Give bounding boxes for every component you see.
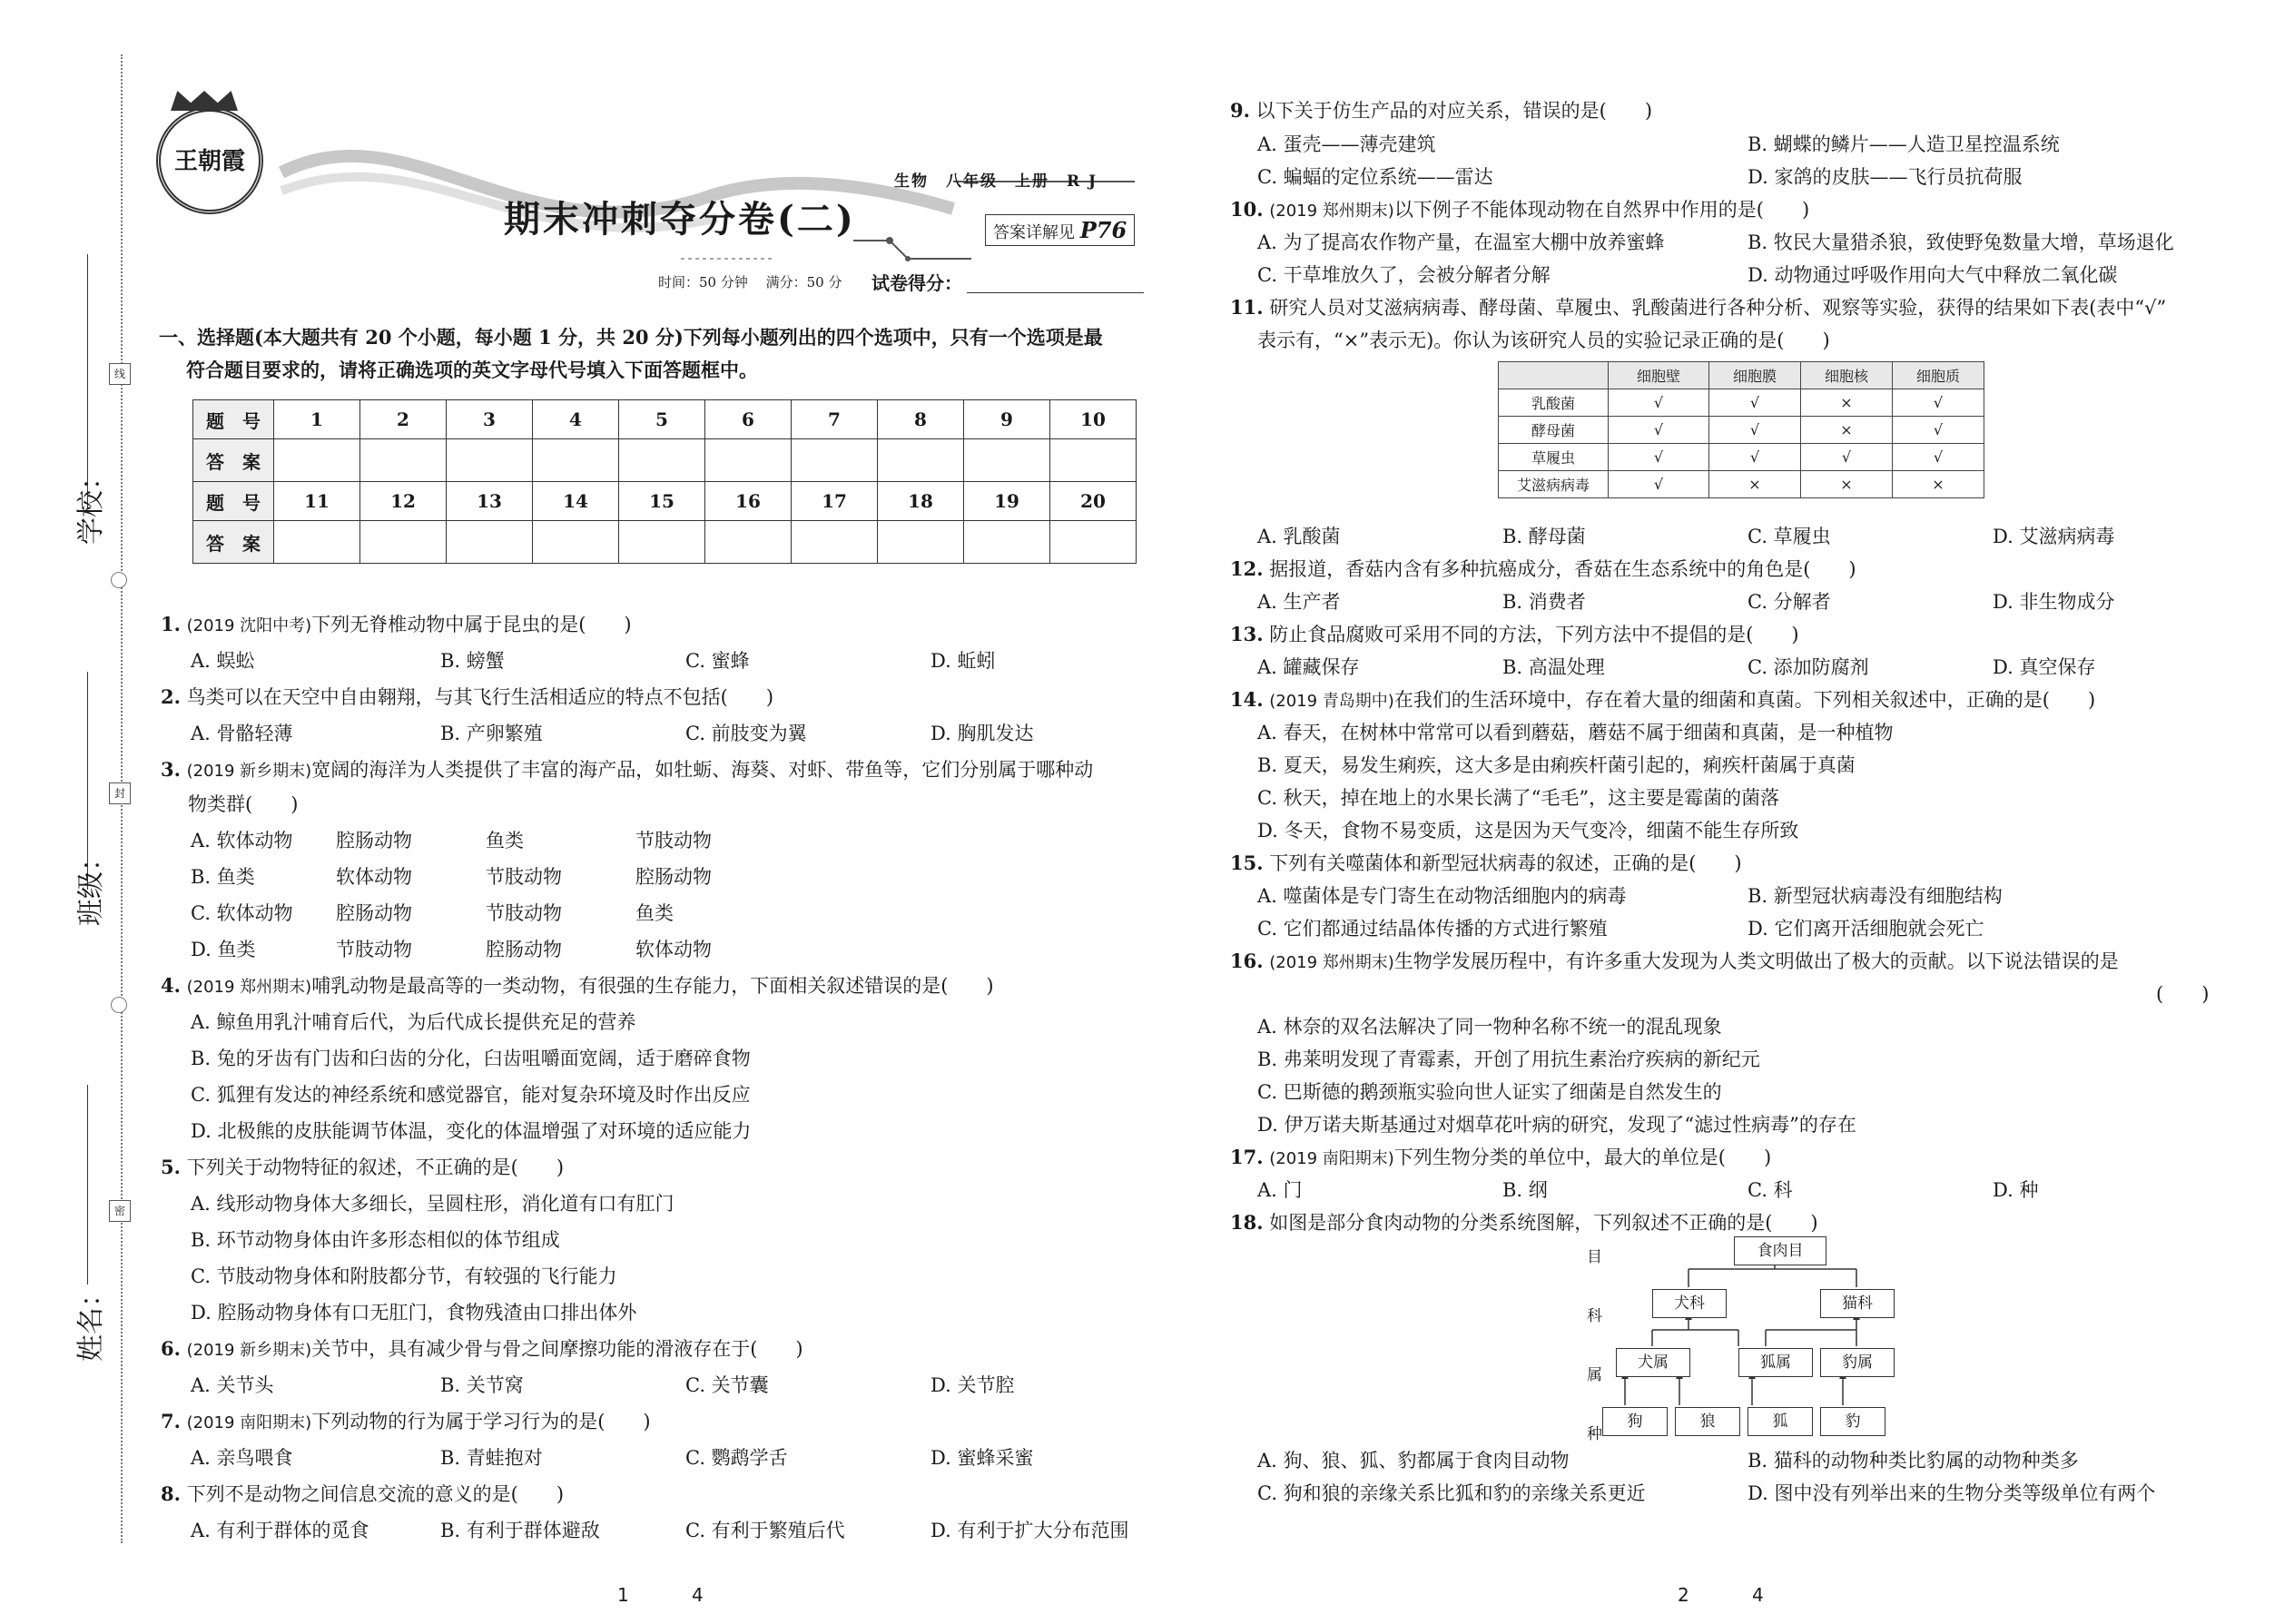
answer-table-num: 15 — [619, 482, 705, 521]
table-header — [1499, 362, 1609, 389]
option[interactable]: D. 北极熊的皮肤能调节体温，变化的体温增强了对环境的适应能力 — [191, 1120, 752, 1142]
section1-line2: 符合题目要求的，请将正确选项的英文字母代号填入下面答题框中。 — [186, 359, 758, 381]
answer-reference — [985, 214, 1135, 246]
page-number-left: 1 — [617, 1584, 629, 1606]
option[interactable]: B. 牧民大量猎杀狼，致使野兔数量大增，草场退化 — [1748, 231, 2174, 253]
answer-cell[interactable] — [878, 439, 964, 482]
option[interactable]: B. 纲 — [1502, 1179, 1548, 1201]
option[interactable]: B. 新型冠状病毒没有细胞结构 — [1748, 885, 2003, 907]
answer-cell[interactable] — [1050, 439, 1137, 482]
option[interactable]: B. 兔的牙齿有门齿和臼齿的分化，臼齿咀嚼面宽阔，适于磨碎食物 — [191, 1048, 751, 1069]
question-text: 鸟类可以在天空中自由翱翔，与其飞行生活相适应的特点不包括( ) — [186, 686, 774, 708]
diagram-genus-box: 犬属 — [1616, 1348, 1690, 1377]
question-number: 8. — [161, 1482, 181, 1505]
option[interactable]: A. 线形动物身体大多细长，呈圆柱形，消化道有口有肛门 — [191, 1193, 674, 1215]
option[interactable]: A. 乳酸菌 — [1257, 526, 1341, 547]
question-number: 5. — [161, 1156, 181, 1178]
seal-mi: 密 — [109, 1200, 131, 1222]
question-number: 11. — [1230, 296, 1264, 319]
question-number: 6. — [161, 1337, 181, 1360]
brand-logo-text: 王朝霞 — [173, 148, 245, 175]
option-part: 鱼类 — [635, 902, 674, 924]
answer-table-num: 7 — [792, 400, 878, 439]
question-number: 9. — [1230, 99, 1250, 122]
question-number: 12. — [1230, 557, 1264, 580]
option[interactable]: D. 图中没有列举出来的生物分类等级单位有两个 — [1748, 1482, 2156, 1504]
diagram-order-box: 食肉目 — [1734, 1236, 1826, 1265]
option[interactable]: A. 噬菌体是专门寄生在动物活细胞内的病毒 — [1257, 885, 1627, 907]
option[interactable]: C. 科 — [1748, 1179, 1793, 1201]
answer-table-num: 4 — [533, 400, 619, 439]
option[interactable]: A. 林奈的双名法解决了同一物种名称不统一的混乱现象 — [1257, 1016, 1722, 1038]
option-part: 软体动物 — [635, 939, 712, 960]
option[interactable]: A. 为了提高农作物产量，在温室大棚中放养蜜蜂 — [1257, 231, 1665, 253]
question-14 — [1230, 687, 2095, 714]
option[interactable]: A. 亲鸟喂食 — [191, 1447, 293, 1469]
diagram-family-box: 犬科 — [1652, 1289, 1727, 1318]
diagram-family-box: 猫科 — [1820, 1289, 1895, 1318]
option-part: 节肢动物 — [336, 939, 412, 960]
answer-table — [192, 399, 1137, 564]
level-label: 属 — [1587, 1366, 1602, 1384]
question-16 — [1230, 949, 2119, 976]
table-cell: √ — [1893, 417, 1984, 444]
subject-tags: 生物 八年级 上册 R J — [894, 172, 1098, 191]
table-cell: √ — [1801, 444, 1893, 471]
option[interactable]: A. 春天，在树林中常常可以看到蘑菇，蘑菇不属于细菌和真菌，是一种植物 — [1257, 722, 1894, 743]
question-18 — [1230, 1210, 1818, 1235]
question-text: 如图是部分食肉动物的分类系统图解，下列叙述不正确的是( ) — [1269, 1212, 1818, 1234]
table-header: 细胞核 — [1801, 362, 1893, 389]
option[interactable]: C. 狐狸有发达的神经系统和感觉器官，能对复杂环境及时作出反应 — [191, 1084, 751, 1106]
question-source: (2019 郑州期末) — [186, 978, 312, 997]
seal-feng: 封 — [109, 782, 131, 804]
answer-table-num: 17 — [792, 482, 878, 521]
answer-table-num: 6 — [705, 400, 792, 439]
question-10 — [1230, 197, 1809, 224]
option[interactable]: D. 非生物成分 — [1993, 591, 2115, 613]
table-cell: 乳酸菌 — [1499, 389, 1609, 417]
answer-cell[interactable] — [792, 521, 878, 564]
question-text: 下列不是动物之间信息交流的意义的是( ) — [186, 1483, 565, 1505]
question-number: 17. — [1230, 1146, 1264, 1168]
seal-xian: 线 — [109, 363, 131, 385]
page-total-right: 4 — [1752, 1584, 1764, 1606]
question-text: 下列动物的行为属于学习行为的是( ) — [311, 1411, 651, 1432]
question-source: (2019 郑州期末) — [1269, 953, 1394, 972]
diagram-genus-box: 狐属 — [1738, 1348, 1813, 1377]
question-number: 7. — [161, 1410, 181, 1432]
answer-cell[interactable] — [705, 521, 792, 564]
diagram-species-box: 狼 — [1675, 1407, 1740, 1436]
option[interactable]: D. 真空保存 — [1993, 656, 2096, 678]
option[interactable]: B. 夏天，易发生痢疾，这大多是由痢疾杆菌引起的，痢疾杆菌属于真菌 — [1257, 754, 1856, 776]
table-cell: √ — [1609, 417, 1709, 444]
question-13 — [1230, 622, 1799, 647]
answer-table-num: 10 — [1050, 400, 1137, 439]
option[interactable]: B. 环节动物身体由许多形态相似的体节组成 — [191, 1229, 560, 1251]
table-cell: √ — [1893, 444, 1984, 471]
answer-table-num: 5 — [619, 400, 705, 439]
answer-cell[interactable] — [533, 439, 619, 482]
question-text: 生物学发展历程中，有许多重大发现为人类文明做出了极大的贡献。以下说法错误的是 — [1393, 950, 2119, 972]
answer-cell[interactable] — [274, 439, 360, 482]
answer-ref-label: 答案详解见 — [993, 223, 1075, 242]
question-number: 1. — [161, 613, 181, 635]
option[interactable]: A. 骨骼轻薄 — [191, 723, 293, 744]
option[interactable]: D. 种 — [1993, 1179, 2039, 1201]
question-text: 防止食品腐败可采用不同的方法，下列方法中不提倡的是( ) — [1269, 624, 1799, 645]
table-cell: √ — [1893, 389, 1984, 417]
question-text: 下列有关噬菌体和新型冠状病毒的叙述，正确的是( ) — [1269, 852, 1742, 874]
option[interactable]: D. 伊万诺夫斯基通过对烟草花叶病的研究，发现了“滤过性病毒”的存在 — [1257, 1114, 1856, 1136]
table-cell: √ — [1709, 417, 1801, 444]
option[interactable]: A. 鲸鱼用乳汁哺育后代，为后代成长提供充足的营养 — [191, 1011, 636, 1033]
question-5 — [161, 1155, 564, 1180]
option[interactable]: C. 它们都通过结晶体传播的方式进行繁殖 — [1257, 918, 1608, 940]
answer-cell[interactable] — [447, 521, 533, 564]
table-cell: × — [1801, 417, 1893, 444]
answer-cell[interactable] — [1050, 521, 1137, 564]
page-total-left: 4 — [692, 1584, 704, 1606]
option[interactable]: A. 门 — [1257, 1179, 1303, 1201]
option[interactable]: B. 鱼类 — [191, 866, 255, 888]
option[interactable]: A. 罐藏保存 — [1257, 656, 1360, 678]
question-number: 2. — [161, 685, 181, 708]
question-9 — [1230, 98, 1652, 123]
table-cell: √ — [1709, 444, 1801, 471]
question-number: 14. — [1230, 688, 1264, 711]
level-label: 种 — [1587, 1425, 1602, 1443]
question-source: (2019 南阳期末) — [1269, 1149, 1394, 1168]
question-source: (2019 青岛期中) — [1269, 692, 1394, 711]
answer-cell[interactable] — [360, 439, 447, 482]
section1-line1: 一、选择题(本大题共有 20 个小题，每小题 1 分，共 20 分)下列每小题列出的四个选项中，只有一个选项是最 — [159, 326, 1103, 349]
option-part: 软体动物 — [336, 866, 412, 888]
table-header: 细胞质 — [1893, 362, 1984, 389]
question-12 — [1230, 556, 1856, 582]
answer-table-num: 9 — [964, 400, 1050, 439]
option[interactable]: C. 秋天，掉在地上的水果长满了“毛毛”，这主要是霉菌的菌落 — [1257, 787, 1780, 809]
question-11 — [1230, 295, 2166, 320]
level-label: 科 — [1587, 1307, 1602, 1325]
answer-cell[interactable] — [705, 439, 792, 482]
option[interactable]: C. 鹦鹉学舌 — [685, 1447, 788, 1469]
answer-table-num-label: 题 号 — [193, 400, 274, 439]
table-cell: 酵母菌 — [1499, 417, 1609, 444]
question-11-cont: 表示有，“×”表示无)。你认为该研究人员的实验记录正确的是( ) — [1257, 330, 1830, 351]
question-text: 下列无脊椎动物中属于昆虫的是( ) — [311, 614, 632, 635]
cell-structure-table — [1498, 361, 1984, 498]
option-part: 腔肠动物 — [486, 939, 562, 960]
table-header: 细胞壁 — [1609, 362, 1709, 389]
option[interactable]: B. 关节窝 — [440, 1374, 524, 1396]
option[interactable]: B. 高温处理 — [1502, 656, 1605, 678]
option[interactable]: D. 它们离开活细胞就会死亡 — [1748, 918, 1984, 940]
question-source: (2019 新乡期末) — [186, 762, 312, 781]
question-17 — [1230, 1145, 1771, 1172]
question-text: 哺乳动物是最高等的一类动物，有很强的生存能力，下面相关叙述错误的是( ) — [311, 975, 994, 997]
answer-table-num: 13 — [447, 482, 533, 521]
option-part: 腔肠动物 — [336, 902, 412, 924]
option[interactable]: D. 艾滋病病毒 — [1993, 526, 2115, 547]
option-part: 鱼类 — [486, 830, 524, 851]
table-cell: 艾滋病病毒 — [1499, 471, 1609, 498]
option[interactable]: C. 干草堆放久了，会被分解者分解 — [1257, 264, 1551, 286]
diagram-species-box: 狐 — [1748, 1407, 1813, 1436]
option-part: 腔肠动物 — [336, 830, 412, 851]
answer-table-ans-label: 答 案 — [193, 439, 274, 482]
question-number: 16. — [1230, 950, 1264, 972]
option[interactable]: A. 关节头 — [191, 1374, 274, 1396]
diagram-genus-box: 豹属 — [1820, 1348, 1895, 1377]
option[interactable]: C. 前肢变为翼 — [685, 723, 807, 744]
exam-meta: 时间：50 分钟 满分：50 分 — [658, 274, 842, 290]
option[interactable]: B. 消费者 — [1502, 591, 1586, 613]
option[interactable]: C. 草履虫 — [1748, 526, 1831, 547]
question-number: 15. — [1230, 851, 1264, 874]
option[interactable]: A. 蛋壳——薄壳建筑 — [1257, 133, 1436, 155]
question-text: 研究人员对艾滋病病毒、酵母菌、草履虫、乳酸菌进行各种分析、观察等实验，获得的结果如下表(表中“√” — [1269, 297, 2167, 319]
question-number: 18. — [1230, 1211, 1264, 1234]
question-source: (2019 郑州期末) — [1269, 202, 1394, 221]
class-label: 班级： — [75, 844, 107, 926]
question-text: 以下关于仿生产品的对应关系，错误的是( ) — [1255, 100, 1653, 122]
answer-cell[interactable] — [619, 521, 705, 564]
option-part: 节肢动物 — [486, 902, 562, 924]
option[interactable]: C. 软体动物 — [191, 902, 293, 924]
diagram-species-box: 豹 — [1820, 1407, 1885, 1436]
option[interactable]: A. 狗、狼、狐、豹都属于食肉目动物 — [1257, 1450, 1570, 1471]
question-7 — [161, 1409, 651, 1436]
question-3-cont: 物类群( ) — [188, 793, 299, 815]
question-8 — [161, 1481, 564, 1507]
option[interactable]: B. 有利于群体避敌 — [440, 1520, 600, 1541]
option-part: 腔肠动物 — [635, 866, 712, 888]
diagram-species-box: 狗 — [1602, 1407, 1668, 1436]
answer-ref-page: P76 — [1079, 217, 1127, 243]
question-text: 关节中，具有减少骨与骨之间摩擦功能的滑液存在于( ) — [311, 1338, 803, 1360]
option[interactable]: C. 分解者 — [1748, 591, 1831, 613]
answer-table-num: 12 — [360, 482, 447, 521]
option[interactable]: A. 软体动物 — [191, 830, 293, 851]
score-label: 试卷得分： — [871, 272, 962, 294]
option[interactable]: C. 巴斯德的鹅颈瓶实验向世人证实了细菌是自然发生的 — [1257, 1081, 1722, 1103]
name-label: 姓名： — [75, 1280, 107, 1362]
answer-table-num: 16 — [705, 482, 792, 521]
question-source: (2019 沈阳中考) — [186, 616, 312, 635]
question-number: 13. — [1230, 623, 1264, 645]
answer-table-num: 11 — [274, 482, 360, 521]
option[interactable]: D. 有利于扩大分布范围 — [930, 1520, 1129, 1541]
table-cell: √ — [1609, 471, 1709, 498]
option[interactable]: C. 蜜蜂 — [685, 650, 750, 672]
seal-circle-1 — [111, 572, 127, 588]
answer-cell[interactable] — [792, 439, 878, 482]
score-field[interactable] — [967, 292, 1144, 293]
answer-cell[interactable] — [360, 521, 447, 564]
option[interactable]: D. 鱼类 — [191, 939, 256, 960]
option[interactable]: C. 狗和狼的亲缘关系比狐和豹的亲缘关系更近 — [1257, 1482, 1646, 1504]
table-cell: × — [1801, 389, 1893, 417]
question-4 — [161, 973, 994, 1000]
option[interactable]: A. 有利于群体的觅食 — [191, 1520, 369, 1541]
option[interactable]: C. 节肢动物身体和附肢都分节，有较强的飞行能力 — [191, 1265, 617, 1287]
answer-cell[interactable] — [964, 439, 1050, 482]
question-text: 以下例子不能体现动物在自然界中作用的是( ) — [1393, 199, 1810, 221]
answer-table-num: 3 — [447, 400, 533, 439]
answer-table-num: 20 — [1050, 482, 1137, 521]
question-3 — [161, 757, 1093, 784]
option[interactable]: D. 蜜蜂采蜜 — [930, 1447, 1034, 1469]
option[interactable]: B. 酵母菌 — [1502, 526, 1586, 547]
option[interactable]: C. 添加防腐剂 — [1748, 656, 1869, 678]
question-text: 下列生物分类的单位中，最大的单位是( ) — [1393, 1147, 1772, 1168]
answer-table-num: 2 — [360, 400, 447, 439]
question-number: 3. — [161, 758, 181, 781]
question-text: 宽阔的海洋为人类提供了丰富的海产品，如牡蛎、海葵、对虾、带鱼等，它们分别属于哪种动 — [311, 759, 1094, 781]
question-2 — [161, 684, 773, 710]
answer-table-num: 8 — [878, 400, 964, 439]
question-6 — [161, 1336, 803, 1363]
answer-cell[interactable] — [533, 521, 619, 564]
table-cell: × — [1801, 471, 1893, 498]
answer-cell[interactable] — [878, 521, 964, 564]
table-cell: √ — [1709, 389, 1801, 417]
option[interactable]: A. 蜈蚣 — [191, 650, 255, 672]
page-number-right: 2 — [1678, 1584, 1689, 1606]
question-15 — [1230, 851, 1742, 876]
seal-circle-2 — [111, 997, 127, 1013]
option-part: 节肢动物 — [635, 830, 712, 851]
table-cell: × — [1709, 471, 1801, 498]
option[interactable]: B. 产卵繁殖 — [440, 723, 543, 744]
question-text: 在我们的生活环境中，存在着大量的细菌和真菌。下列相关叙述中，正确的是( ) — [1393, 689, 2096, 711]
option[interactable]: D. 胸肌发达 — [930, 723, 1034, 744]
option[interactable]: D. 蚯蚓 — [930, 650, 996, 672]
level-label: 目 — [1587, 1248, 1602, 1266]
answer-cell[interactable] — [274, 521, 360, 564]
option[interactable]: C. 有利于繁殖后代 — [685, 1520, 845, 1541]
page-title: 期末冲刺夺分卷(二) — [504, 198, 856, 241]
option[interactable]: B. 蝴蝶的鳞片——人造卫星控温系统 — [1748, 133, 2060, 155]
option[interactable]: C. 蝙蝠的定位系统——雷达 — [1257, 166, 1493, 188]
table-header: 细胞膜 — [1709, 362, 1801, 389]
option[interactable]: D. 关节腔 — [930, 1374, 1015, 1396]
question-number: 10. — [1230, 198, 1264, 221]
school-label: 学校： — [75, 463, 107, 545]
answer-cell[interactable] — [447, 439, 533, 482]
option[interactable]: B. 弗莱明发现了青霉素，开创了用抗生素治疗疾病的新纪元 — [1257, 1048, 1760, 1070]
question-1 — [161, 612, 632, 639]
table-cell: √ — [1609, 389, 1709, 417]
option[interactable]: B. 青蛙抱对 — [440, 1447, 543, 1469]
question-source: (2019 南阳期末) — [186, 1413, 312, 1432]
answer-table-num: 1 — [274, 400, 360, 439]
option[interactable]: B. 猫科的动物种类比豹属的动物种类多 — [1748, 1450, 2079, 1471]
table-cell: × — [1893, 471, 1984, 498]
question-number: 4. — [161, 974, 181, 997]
answer-table-num: 18 — [878, 482, 964, 521]
answer-table-num: 19 — [964, 482, 1050, 521]
option[interactable]: D. 腔肠动物身体有口无肛门，食物残渣由口排出体外 — [191, 1302, 637, 1324]
answer-table-num: 14 — [533, 482, 619, 521]
table-cell: 草履虫 — [1499, 444, 1609, 471]
option[interactable]: B. 螃蟹 — [440, 650, 505, 672]
option[interactable]: C. 关节囊 — [685, 1374, 769, 1396]
answer-table-ans-label: 答 案 — [193, 521, 274, 564]
brand-logo — [156, 107, 263, 214]
question-source: (2019 新乡期末) — [186, 1341, 312, 1360]
option-part: 节肢动物 — [486, 866, 562, 888]
option[interactable]: D. 冬天，食物不易变质，这是因为天气变冷，细菌不能生存所致 — [1257, 820, 1799, 842]
question-text: 下列关于动物特征的叙述，不正确的是( ) — [186, 1156, 565, 1178]
answer-cell[interactable] — [619, 439, 705, 482]
option[interactable]: A. 生产者 — [1257, 591, 1341, 613]
option[interactable]: D. 动物通过呼吸作用向大气中释放二氧化碳 — [1748, 264, 2118, 286]
option[interactable]: D. 家鸽的皮肤——飞行员抗荷服 — [1748, 166, 2023, 188]
answer-table-num-label: 题 号 — [193, 482, 274, 521]
question-16-bracket: ( ) — [2156, 983, 2210, 1005]
question-text: 据报道，香菇内含有多种抗癌成分，香菇在生态系统中的角色是( ) — [1269, 558, 1856, 580]
table-cell: √ — [1609, 444, 1709, 471]
name-underline — [87, 1085, 88, 1284]
answer-cell[interactable] — [964, 521, 1050, 564]
